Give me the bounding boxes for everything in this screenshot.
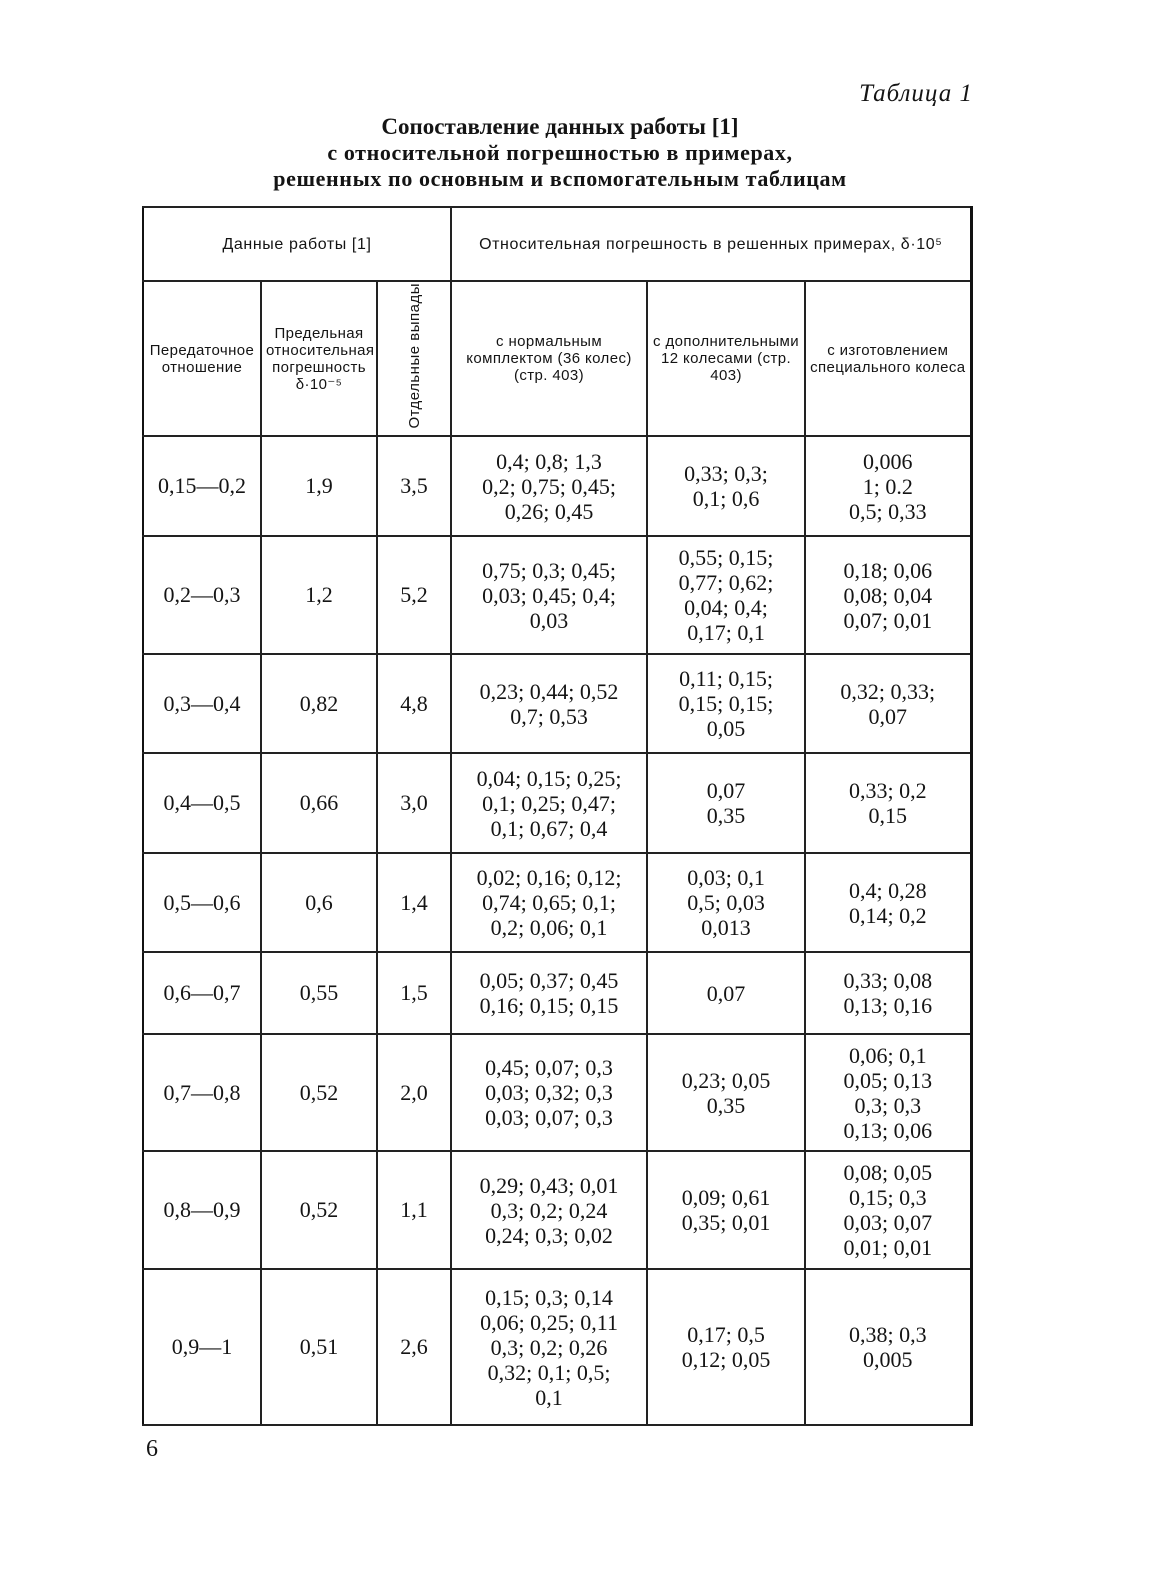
cell-limit: 0,52 xyxy=(261,1151,377,1269)
cell-limit: 0,66 xyxy=(261,753,377,853)
table-row xyxy=(143,952,971,1034)
cell-extra: 0,07 xyxy=(647,952,805,1034)
cell-outliers: 3,5 xyxy=(377,436,451,536)
cell-special: 0,08; 0,05 0,15; 0,3 0,03; 0,07 0,01; 0,01 xyxy=(805,1151,971,1269)
cell-limit: 1,2 xyxy=(261,536,377,654)
header-row-groups xyxy=(143,207,971,281)
cell-limit: 0,82 xyxy=(261,654,377,753)
header-special-wheel: с изготовлением специального колеса xyxy=(805,281,971,436)
cell-extra: 0,33; 0,3; 0,1; 0,6 xyxy=(647,436,805,536)
cell-special: 0,4; 0,28 0,14; 0,2 xyxy=(805,853,971,952)
cell-outliers: 3,0 xyxy=(377,753,451,853)
cell-special: 0,006 1; 0.2 0,5; 0,33 xyxy=(805,436,971,536)
header-row-columns xyxy=(143,281,971,436)
cell-limit: 0,6 xyxy=(261,853,377,952)
cell-ratio: 0,5—0,6 xyxy=(143,853,261,952)
cell-outliers: 2,0 xyxy=(377,1034,451,1151)
cell-ratio: 0,7—0,8 xyxy=(143,1034,261,1151)
table-label: Таблица 1 xyxy=(859,80,973,107)
title-line-3: решенных по основным и вспомогательным таблицам xyxy=(273,166,847,191)
header-relative-error: Относительная погрешность в решенных примерах, δ·10⁵ xyxy=(451,207,971,281)
cell-outliers: 2,6 xyxy=(377,1269,451,1425)
cell-normal: 0,02; 0,16; 0,12; 0,74; 0,65; 0,1; 0,2; 0,06; 0,1 xyxy=(451,853,647,952)
header-ratio: Передаточное отношение xyxy=(143,281,261,436)
table-row xyxy=(143,1151,971,1269)
cell-special: 0,06; 0,1 0,05; 0,13 0,3; 0,3 0,13; 0,06 xyxy=(805,1034,971,1151)
cell-ratio: 0,15—0,2 xyxy=(143,436,261,536)
cell-special: 0,33; 0,2 0,15 xyxy=(805,753,971,853)
header-outliers: Отдельные выпады xyxy=(405,283,423,429)
table-row xyxy=(143,654,971,753)
cell-ratio: 0,9—1 xyxy=(143,1269,261,1425)
header-outliers-cell xyxy=(377,281,451,436)
title-line-2: с относительной погрешностью в примерах, xyxy=(327,140,793,165)
cell-normal: 0,29; 0,43; 0,01 0,3; 0,2; 0,24 0,24; 0,3; 0,02 xyxy=(451,1151,647,1269)
cell-ratio: 0,4—0,5 xyxy=(143,753,261,853)
table-title xyxy=(150,114,970,192)
table-row xyxy=(143,436,971,536)
cell-outliers: 1,4 xyxy=(377,853,451,952)
cell-normal: 0,15; 0,3; 0,14 0,06; 0,25; 0,11 0,3; 0,2; 0,26 0,32; 0,1; 0,5; 0,1 xyxy=(451,1269,647,1425)
cell-limit: 0,55 xyxy=(261,952,377,1034)
table-row xyxy=(143,1269,971,1425)
comparison-table xyxy=(142,206,973,1426)
cell-special: 0,32; 0,33; 0,07 xyxy=(805,654,971,753)
cell-extra: 0,07 0,35 xyxy=(647,753,805,853)
cell-extra: 0,55; 0,15; 0,77; 0,62; 0,04; 0,4; 0,17; 0,1 xyxy=(647,536,805,654)
cell-outliers: 4,8 xyxy=(377,654,451,753)
cell-limit: 0,51 xyxy=(261,1269,377,1425)
cell-ratio: 0,8—0,9 xyxy=(143,1151,261,1269)
table-row xyxy=(143,853,971,952)
cell-normal: 0,45; 0,07; 0,3 0,03; 0,32; 0,3 0,03; 0,07; 0,3 xyxy=(451,1034,647,1151)
table-row xyxy=(143,536,971,654)
page-number: 6 xyxy=(146,1436,158,1462)
cell-ratio: 0,3—0,4 xyxy=(143,654,261,753)
cell-normal: 0,4; 0,8; 1,3 0,2; 0,75; 0,45; 0,26; 0,45 xyxy=(451,436,647,536)
cell-extra: 0,17; 0,5 0,12; 0,05 xyxy=(647,1269,805,1425)
cell-outliers: 5,2 xyxy=(377,536,451,654)
header-extra-wheels: с дополнительными 12 колесами (стр. 403) xyxy=(647,281,805,436)
cell-extra: 0,09; 0,61 0,35; 0,01 xyxy=(647,1151,805,1269)
cell-special: 0,33; 0,08 0,13; 0,16 xyxy=(805,952,971,1034)
cell-outliers: 1,1 xyxy=(377,1151,451,1269)
cell-outliers: 1,5 xyxy=(377,952,451,1034)
header-normal-set: с нормальным комплектом (36 колес) (стр. 403) xyxy=(451,281,647,436)
header-source-data: Данные работы [1] xyxy=(143,207,451,281)
cell-normal: 0,75; 0,3; 0,45; 0,03; 0,45; 0,4; 0,03 xyxy=(451,536,647,654)
cell-normal: 0,04; 0,15; 0,25; 0,1; 0,25; 0,47; 0,1; 0,67; 0,4 xyxy=(451,753,647,853)
table-row xyxy=(143,753,971,853)
cell-limit: 0,52 xyxy=(261,1034,377,1151)
header-limit-error: Предельная относительная погрешность δ·10⁻⁵ xyxy=(261,281,377,436)
cell-limit: 1,9 xyxy=(261,436,377,536)
cell-extra: 0,11; 0,15; 0,15; 0,15; 0,05 xyxy=(647,654,805,753)
cell-ratio: 0,6—0,7 xyxy=(143,952,261,1034)
cell-ratio: 0,2—0,3 xyxy=(143,536,261,654)
title-line-1: Сопоставление данных работы [1] xyxy=(381,114,739,139)
cell-extra: 0,23; 0,05 0,35 xyxy=(647,1034,805,1151)
cell-special: 0,38; 0,3 0,005 xyxy=(805,1269,971,1425)
cell-normal: 0,23; 0,44; 0,52 0,7; 0,53 xyxy=(451,654,647,753)
cell-extra: 0,03; 0,1 0,5; 0,03 0,013 xyxy=(647,853,805,952)
table-row xyxy=(143,1034,971,1151)
cell-special: 0,18; 0,06 0,08; 0,04 0,07; 0,01 xyxy=(805,536,971,654)
cell-normal: 0,05; 0,37; 0,45 0,16; 0,15; 0,15 xyxy=(451,952,647,1034)
